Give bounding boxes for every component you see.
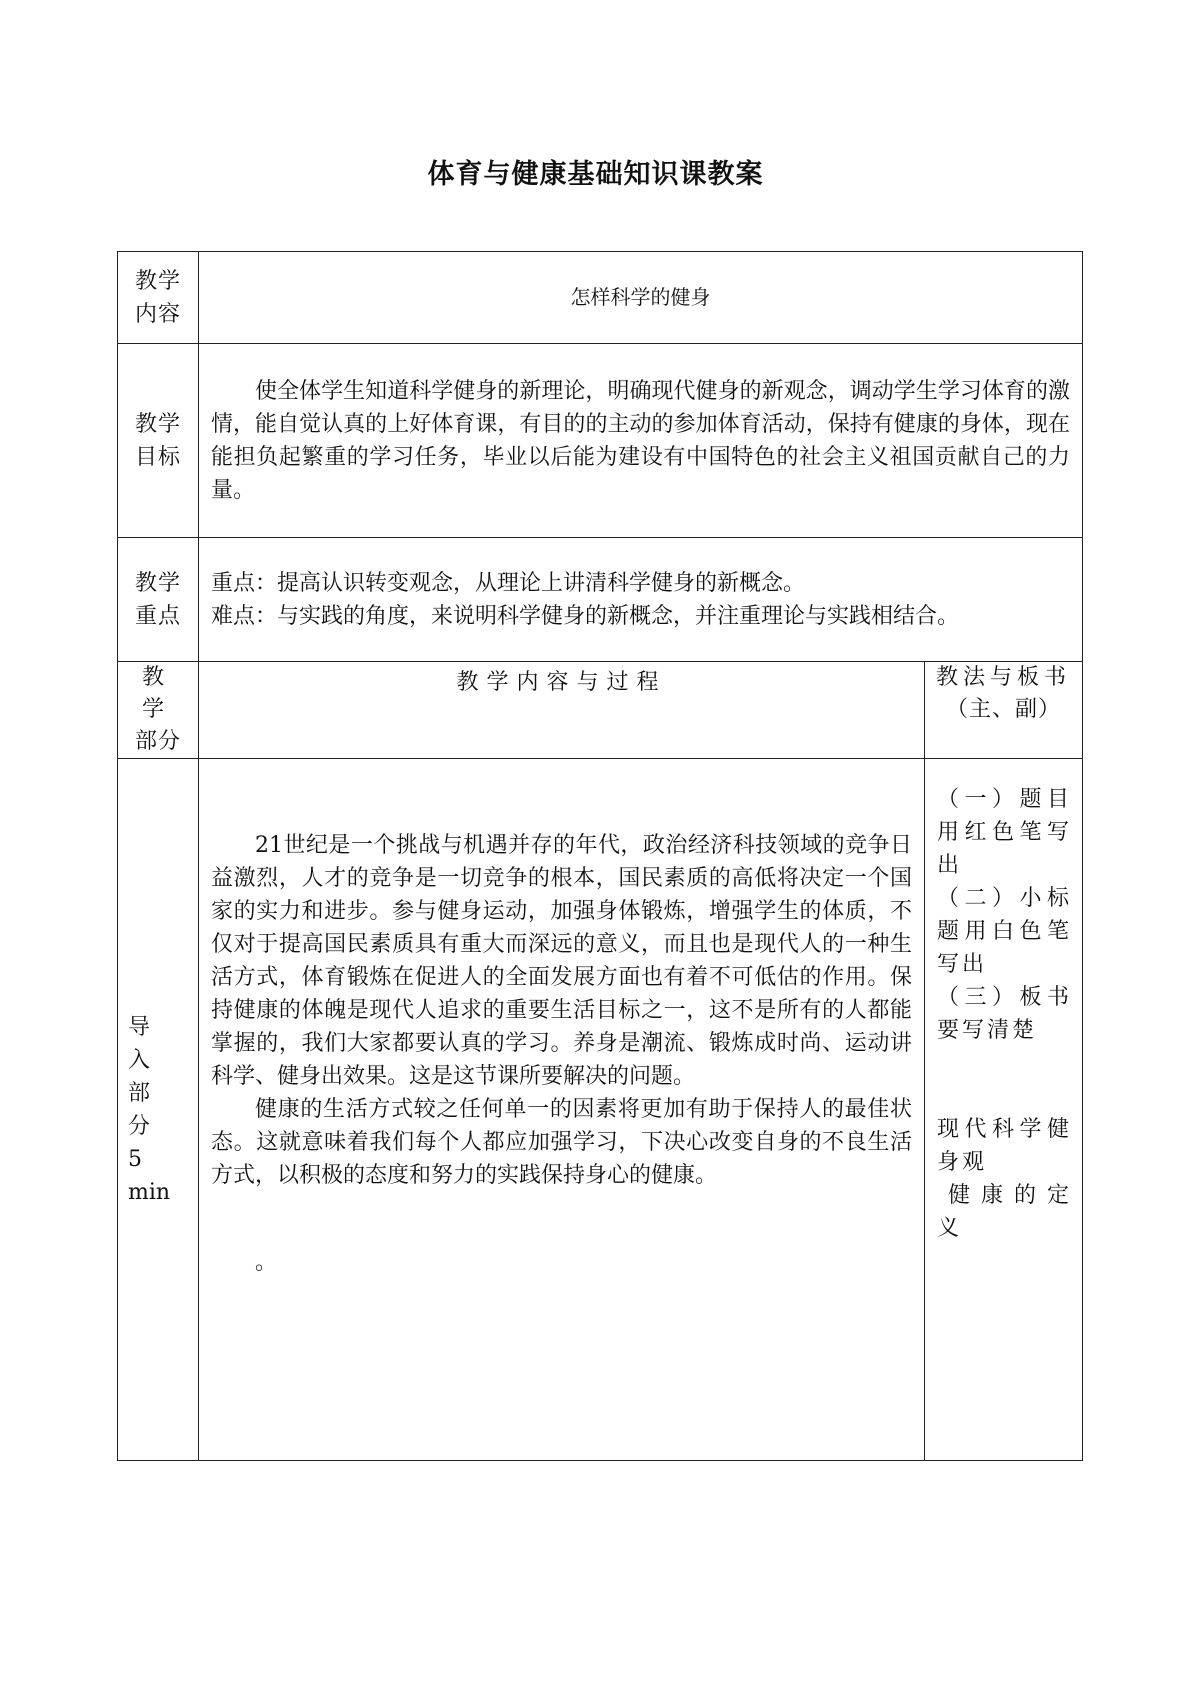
method-note: （一）题目用红色笔写出 <box>937 787 1072 878</box>
difficulty: 难点：与实践的角度，来说明科学健身的新概念，并注重理论与实践相结合。 <box>211 603 960 629</box>
header-teaching-part: 教 学 部分 <box>118 662 199 759</box>
row-intro-section <box>118 759 1083 1461</box>
teaching-focus-value <box>199 538 1083 662</box>
intro-paragraph-1: 21世纪是一个挑战与机遇并存的年代，政治经济科技领域的竞争日益激烈，人才的竞争是一切竞争的根本，国民素质的高低将决定一个国家的实力和进步。参与健身运动，加强身体锻炼，增强学生的体质，不仅对于提高国民素质具有重大而深远的意义，而且也是现代人的一种生活方式，体育锻炼在促进人的全面发展方面也有着不可低估的作用。保持健康的体魄是现代人追求的重要生活目标之一，这不是所有的人都能掌握的，我们大家都要认真的学习。养身是潮流、锻炼成时尚、运动讲科学、健身出效果。这是这节课所要解决的问题。 <box>211 833 912 1089</box>
key-point: 重点：提高认识转变观念，从理论上讲清科学健身的新概念。 <box>211 570 806 596</box>
intro-dot: 。 <box>255 1250 278 1275</box>
intro-method-notes <box>925 759 1083 1461</box>
label-teaching-focus: 教学 重点 <box>118 538 199 662</box>
label-teaching-objective: 教学 目标 <box>118 344 199 538</box>
method-note: （三）板书要写清楚 <box>937 985 1072 1043</box>
lesson-plan-table <box>117 251 1083 1461</box>
label-intro-section: 导 入 部 分 5 min <box>118 759 199 1461</box>
method-note: 健康的定义 <box>937 1183 1072 1241</box>
header-method: 教法与板书 （主、副） <box>925 662 1083 759</box>
row-teaching-focus <box>118 538 1083 662</box>
teaching-objective-value: 使全体学生知道科学健身的新理论，明确现代健身的新观念，调动学生学习体育的激情，能自觉认真的上好体育课，有目的的主动的参加体育活动，保持有健康的身体，现在能担负起繁重的学习任务，毕业以后能为建设有中国特色的社会主义祖国贡献自己的力量。 <box>199 344 1083 538</box>
row-teaching-objective <box>118 344 1083 538</box>
teaching-content-value: 怎样科学的健身 <box>199 252 1083 344</box>
document-title: 体育与健康基础知识课教案 <box>427 159 764 190</box>
method-note: （二）小标题用白色笔写出 <box>937 886 1072 977</box>
header-process: 教学内容与过程 <box>199 662 925 759</box>
intro-content <box>199 759 925 1461</box>
intro-paragraph-2: 健康的生活方式较之任何单一的因素将更加有助于保持人的最佳状态。这就意味着我们每个人都应加强学习，下决心改变自身的不良生活方式，以积极的态度和努力的实践保持身心的健康。 <box>211 1097 912 1188</box>
method-note: 现代科学健身观 <box>937 1117 1072 1175</box>
label-teaching-content: 教学 内容 <box>118 252 199 344</box>
row-teaching-content <box>118 252 1083 344</box>
row-column-headers <box>118 662 1083 759</box>
